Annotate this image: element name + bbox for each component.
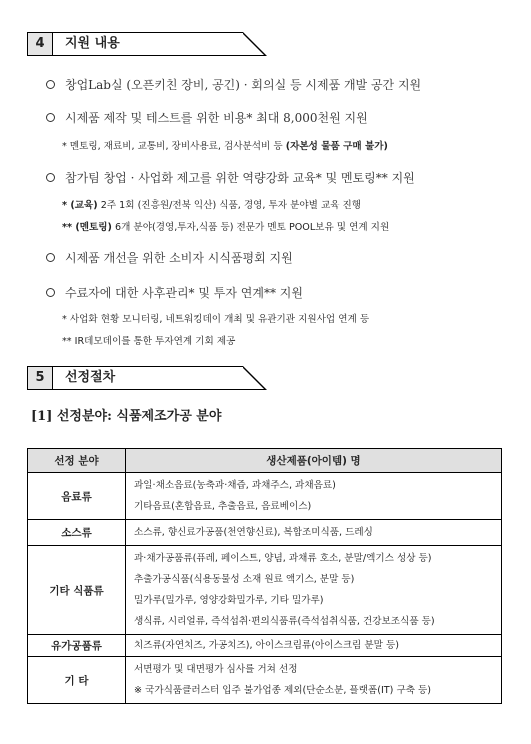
item-line: 소스류, 향신료가공품(천연향신료), 복합조미식품, 드레싱 xyxy=(134,527,373,538)
table-row xyxy=(28,657,502,704)
sub-note xyxy=(62,197,361,211)
sub-note xyxy=(62,138,388,152)
section-number: 5 xyxy=(27,366,53,390)
sub-note-text: 2주 1회 (진흥원/전북 익산) 식품, 경영, 투자 분야별 교육 진행 xyxy=(97,200,362,211)
sub-note-bold: * (교육) xyxy=(62,200,98,211)
subsection-title: [1] 선정분야: 식품제조가공 분야 xyxy=(31,409,222,424)
bullet-item xyxy=(46,284,303,301)
table-row xyxy=(28,473,502,520)
bullet-item xyxy=(46,249,293,266)
circle-bullet-icon xyxy=(46,80,55,89)
sub-note: * 사업화 현황 모니터링, 네트워킹데이 개최 및 유관기관 지원사업 연계 등 xyxy=(62,314,370,325)
item-line: 밀가루(밀가루, 영양강화밀가루, 기타 밀가루) xyxy=(134,595,324,606)
sub-note-text: * 멘토링, 재료비, 교통비, 장비사용료, 검사분석비 등 xyxy=(62,141,286,152)
items-cell xyxy=(126,473,502,520)
category-cell: 소스류 xyxy=(28,520,126,546)
section-title: 지원 내용 xyxy=(53,32,243,56)
bullet-item xyxy=(46,76,421,93)
category-cell: 음료류 xyxy=(28,473,126,520)
item-line: 추출가공식품(식용동물성 소재 원료 액기스, 분말 등) xyxy=(134,574,355,585)
section-number: 4 xyxy=(27,32,53,56)
sub-note xyxy=(62,219,389,233)
table-header-row xyxy=(28,449,502,473)
header-arrow-inner xyxy=(242,367,264,389)
items-cell xyxy=(126,657,502,704)
item-line: 과·채가공품류(퓨레, 페이스트, 양념, 과채류 호소, 분말/엑기스 성상 등) xyxy=(134,553,432,564)
bullet-text: 창업Lab실 (오픈키친 장비, 공긴) · 회의실 등 시제품 개발 공간 지원 xyxy=(65,78,422,92)
table-row xyxy=(28,635,502,657)
sub-note-bold: (자본성 물품 구매 불가) xyxy=(285,141,388,152)
header-arrow-inner xyxy=(242,33,264,55)
sub-note-bold: ** (멘토링) xyxy=(62,222,112,233)
circle-bullet-icon xyxy=(46,253,55,262)
item-line: 기타음료(혼합음료, 추출음료, 음료베이스) xyxy=(134,501,312,512)
items-cell xyxy=(126,546,502,635)
bullet-item xyxy=(46,169,415,186)
selection-table xyxy=(27,448,502,704)
table-row xyxy=(28,520,502,546)
section-title: 선정절차 xyxy=(53,366,243,390)
item-line: 서면평가 및 대면평가 심사를 거쳐 선정 xyxy=(134,664,298,675)
bullet-text: 시제품 제작 및 테스트를 위한 비용* 최대 8,000천원 지원 xyxy=(65,111,368,125)
item-line: 치즈류(자연치즈, 가공치즈), 아이스크림류(아이스크림 분말 등) xyxy=(134,640,399,651)
circle-bullet-icon xyxy=(46,113,55,122)
item-line: ※ 국가식품클러스터 입주 불가업종 제외(단순소분, 플랫폼(IT) 구축 등) xyxy=(134,685,432,696)
item-line: 생식류, 시리얼류, 즉석섭취·편의식품류(즉석섭취식품, 건강보조식품 등) xyxy=(134,616,435,627)
category-cell: 유가공품류 xyxy=(28,635,126,657)
items-cell xyxy=(126,520,502,546)
items-cell xyxy=(126,635,502,657)
sub-note-text: 6개 분야(경영,투자,식품 등) 전문가 멘토 POOL보유 및 연계 지원 xyxy=(111,222,390,233)
bullet-text: 시제품 개선을 위한 소비자 시식품평회 지원 xyxy=(65,251,293,265)
bullet-text: 수료자에 대한 사후관리* 및 투자 연계** 지원 xyxy=(65,286,303,300)
table-row xyxy=(28,546,502,635)
circle-bullet-icon xyxy=(46,288,55,297)
item-line: 과일·채소음료(농축과·채즙, 과채주스, 과채음료) xyxy=(134,480,336,491)
table-header-cell: 생산제품(아이템) 명 xyxy=(126,449,502,473)
category-cell: 기 타 xyxy=(28,657,126,704)
sub-note: ** IR데모데이를 통한 투자연계 기회 제공 xyxy=(62,336,236,347)
category-cell: 기타 식품류 xyxy=(28,546,126,635)
bullet-item xyxy=(46,109,368,126)
circle-bullet-icon xyxy=(46,173,55,182)
bullet-text: 참가팀 창업 · 사업화 제고를 위한 역량강화 교육* 및 멘토링** 지원 xyxy=(65,171,415,185)
table-header-cell: 선정 분야 xyxy=(28,449,126,473)
